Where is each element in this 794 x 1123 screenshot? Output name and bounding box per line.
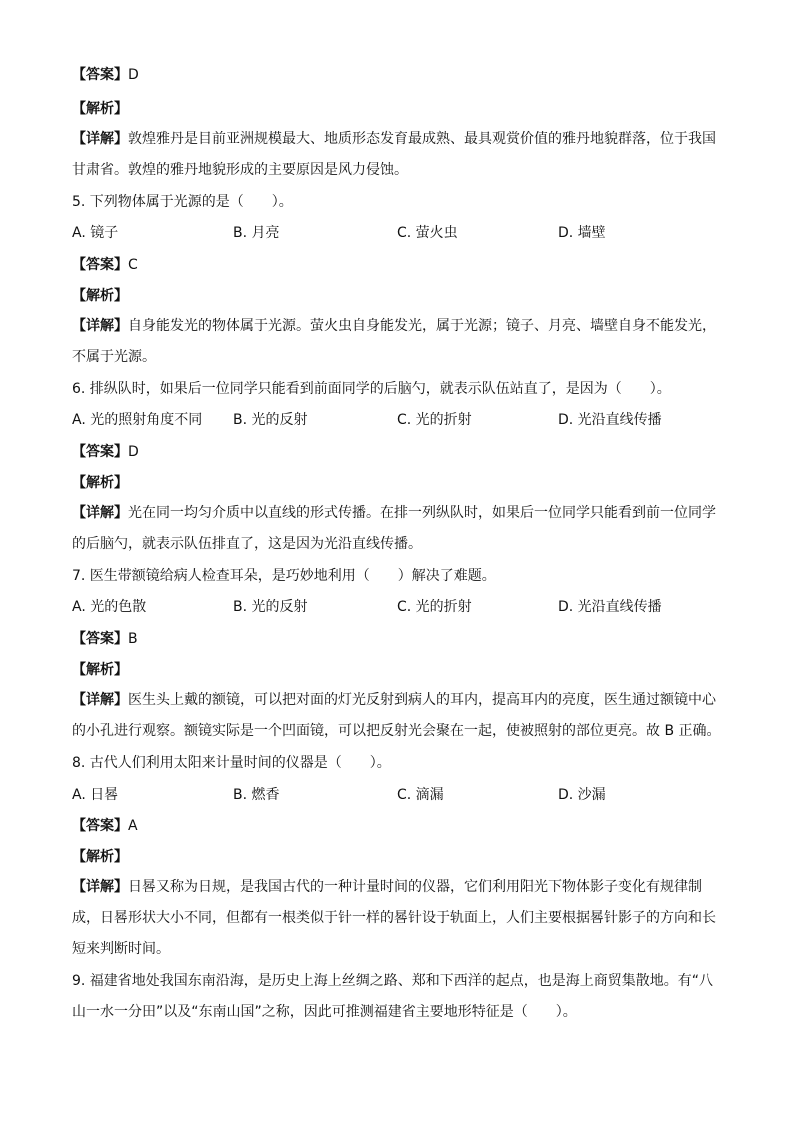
analysis-line xyxy=(72,848,722,866)
option-a: A. 镜子 xyxy=(72,225,119,241)
answer-label: 【答案】 xyxy=(72,631,128,647)
detail-label: 【详解】 xyxy=(72,318,128,334)
analysis-line xyxy=(72,474,722,492)
option-d: D. 墙壁 xyxy=(558,225,606,241)
option-c: C. 萤火虫 xyxy=(397,225,458,241)
options-6 xyxy=(72,411,722,429)
detail-text: 自身能发光的物体属于光源。萤火虫自身能发光，属于光源；镜子、月亮、墙壁自身不能发光，不属于光源。 xyxy=(72,318,716,365)
analysis-line xyxy=(72,100,722,118)
detail-paragraph xyxy=(72,124,722,186)
analysis-label: 【解析】 xyxy=(72,475,128,491)
answer-line xyxy=(72,817,722,835)
detail-paragraph xyxy=(72,685,722,747)
option-a: A. 光的照射角度不同 xyxy=(72,412,203,428)
option-d: D. 沙漏 xyxy=(558,787,606,803)
answer-value: B xyxy=(128,631,138,647)
detail-label: 【详解】 xyxy=(72,131,128,147)
answer-line xyxy=(72,256,722,274)
option-d: D. 光沿直线传播 xyxy=(558,599,662,615)
option-a: A. 光的色散 xyxy=(72,599,147,615)
question-5: 5. 下列物体属于光源的是（ ）。 xyxy=(72,194,293,210)
analysis-line xyxy=(72,661,722,679)
analysis-line xyxy=(72,287,722,305)
detail-paragraph xyxy=(72,872,722,965)
detail-label: 【详解】 xyxy=(72,692,128,708)
option-c: C. 光的折射 xyxy=(397,412,472,428)
question-9: 9. 福建省地处我国东南沿海，是历史上海上丝绸之路、郑和下西洋的起点，也是海上商贸集散地。有“八山一水一分田”以及“东南山国”之称，因此可推测福建省主要地形特征是（ ）。 xyxy=(72,973,714,1020)
analysis-label: 【解析】 xyxy=(72,662,128,678)
detail-text: 敦煌雅丹是目前亚洲规模最大、地质形态发育最成熟、最具观赏价值的雅丹地貌群落，位于我国甘肃省。敦煌的雅丹地貌形成的主要原因是风力侵蚀。 xyxy=(72,131,716,178)
option-c: C. 滴漏 xyxy=(397,787,444,803)
option-a: A. 日晷 xyxy=(72,787,119,803)
option-b: B. 月亮 xyxy=(233,225,280,241)
answer-label: 【答案】 xyxy=(72,444,128,460)
answer-label: 【答案】 xyxy=(72,257,128,273)
detail-paragraph xyxy=(72,311,722,373)
detail-text: 日晷又称为日规，是我国古代的一种计量时间的仪器，它们利用阳光下物体影子变化有规律制成，日晷形状大小不同，但都有一根类似于针一样的晷针设于轨面上，人们主要根据晷针影子的方向和长短来判断时间。 xyxy=(72,879,716,957)
detail-label: 【详解】 xyxy=(72,879,128,895)
answer-line xyxy=(72,66,722,84)
options-7 xyxy=(72,598,722,616)
answer-value: C xyxy=(128,257,138,273)
option-c: C. 光的折射 xyxy=(397,599,472,615)
answer-value: A xyxy=(128,818,138,834)
option-d: D. 光沿直线传播 xyxy=(558,412,662,428)
answer-line xyxy=(72,443,722,461)
analysis-label: 【解析】 xyxy=(72,849,128,865)
options-8 xyxy=(72,786,722,804)
question-7: 7. 医生带额镜给病人检查耳朵，是巧妙地利用（ ）解决了难题。 xyxy=(72,568,496,584)
answer-label: 【答案】 xyxy=(72,67,128,83)
answer-line xyxy=(72,630,722,648)
detail-text: 光在同一均匀介质中以直线的形式传播。在排一列纵队时，如果后一位同学只能看到前一位同学的后脑勺，就表示队伍排直了，这是因为光沿直线传播。 xyxy=(72,505,716,552)
answer-value: D xyxy=(128,67,139,83)
answer-value: D xyxy=(128,444,139,460)
question-6: 6. 排纵队时，如果后一位同学只能看到前面同学的后脑勺，就表示队伍站直了，是因为（ ）。 xyxy=(72,381,671,397)
analysis-label: 【解析】 xyxy=(72,288,128,304)
answer-label: 【答案】 xyxy=(72,818,128,834)
analysis-label: 【解析】 xyxy=(72,101,128,117)
detail-paragraph xyxy=(72,498,722,560)
option-b: B. 光的反射 xyxy=(233,599,308,615)
options-5 xyxy=(72,224,722,242)
option-b: B. 燃香 xyxy=(233,787,280,803)
detail-label: 【详解】 xyxy=(72,505,128,521)
detail-text: 医生头上戴的额镜，可以把对面的灯光反射到病人的耳内，提高耳内的亮度，医生通过额镜中心的小孔进行观察。额镜实际是一个凹面镜，可以把反射光会聚在一起，使被照射的部位更亮。故 B 正确。 xyxy=(72,692,721,739)
question-8: 8. 古代人们利用太阳来计量时间的仪器是（ ）。 xyxy=(72,755,391,771)
option-b: B. 光的反射 xyxy=(233,412,308,428)
